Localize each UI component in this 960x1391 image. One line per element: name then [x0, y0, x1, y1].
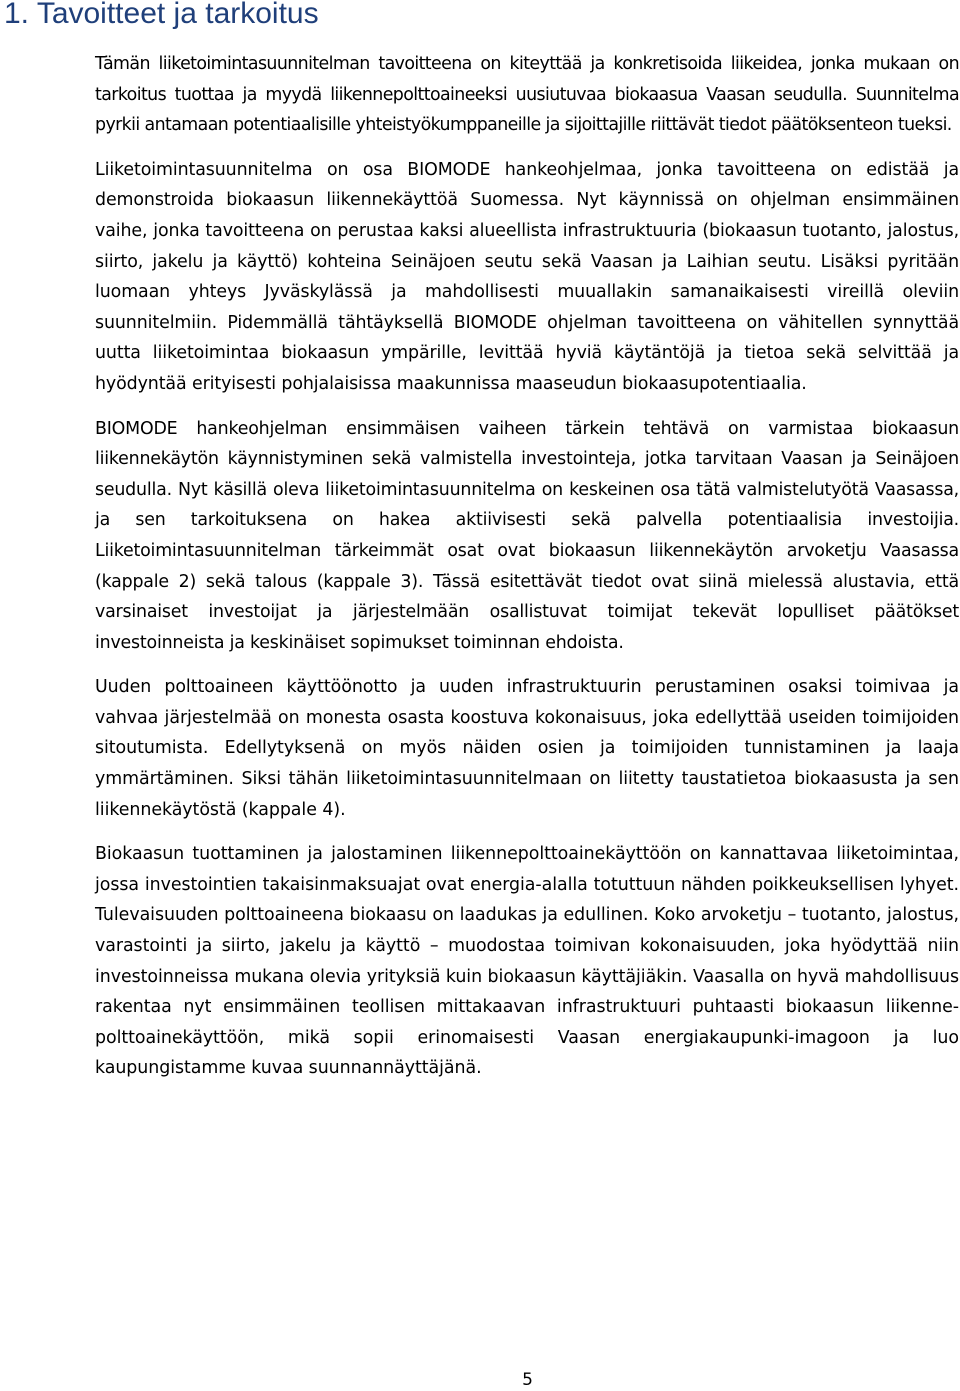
section-heading: 1. Tavoitteet ja tarkoitus	[4, 0, 319, 30]
section-body	[95, 49, 959, 1098]
page-number: 5	[522, 1370, 533, 1390]
paragraph-purpose: Tämän liiketoimintasuunnitelman tavoitteena on kiteyttää ja konkretisoida liikeidea, jonka mukaan on tarkoitus tuottaa ja myydä liikennepolttoaineeksi uusiutuvaa biokaasua Vaasan seudulla. Suunnitelma pyrkii antamaan potentiaalisille yhteistyökumppaneille ja sijoittajille riittävät tiedot päätöksenteon tueksi.	[95, 54, 959, 136]
paragraph-profitability: Biokaasun tuottaminen ja jalostaminen liikennepolttoainekäyttöön on kannattavaa liiketoimintaa, jossa investointien takaisinmaksuajat ovat energia-alalla totuttuun nähden poikkeuksellisen lyhyet. Tulevaisuuden polttoaineena biokaasu on laadukas ja edullinen. Koko arvoketju – tuotanto, jalostus, varastointi ja siirto, jakelu ja käyttö – muodostaa toimivan kokonaisuuden, joka hyödyttää niin investoinneissa mukana olevia yrityksiä kuin biokaasun käyttäjiäkin. Vaasalla on hyvä mahdollisuus rakentaa nyt ensimmäinen teollisen mittakaavan infrastruktuuri puhtaasti biokaasun liikennepolttoainekäyttöön, mikä sopii erinomaisesti Vaasan energiakaupunki-imagoon ja luo kaupungistamme kuvaa suunnannäyttäjänä.	[95, 844, 959, 1079]
paragraph-new-fuel: Uuden polttoaineen käyttöönotto ja uuden infrastruktuurin perustaminen osaksi toimivaa ja vahvaa järjestelmää on monesta osasta koostuva kokonaisuus, joka edellyttää useiden toimijoiden sitoutumista. Edellytyksenä on myös näiden osien ja toimijoiden tunnistaminen ja laaja ymmärtäminen. Siksi tähän liiketoimintasuunnitelmaan on liitetty taustatietoa biokaasusta ja sen liikennekäytöstä (kappale 4).	[95, 677, 959, 820]
paragraph-first-phase: BIOMODE hankeohjelman ensimmäisen vaiheen tärkein tehtävä on varmistaa biokaasun liikennekäytön käynnistyminen sekä valmistella investointeja, jotka tarvitaan Vaasan ja Seinäjoen seudulla. Nyt käsillä oleva liiketoimintasuunnitelma on keskeinen osa tätä valmistelutyötä Vaasassa, ja sen tarkoituksena on hakea aktiivisesti sekä palvella potentiaalisia investoijia. Liiketoimintasuunnitelman tärkeimmät osat ovat biokaasun liikennekäytön arvoketju Vaasassa (kappale 2) sekä talous (kappale 3). Tässä esitettävät tiedot ovat siinä mielessä alustavia, että varsinaiset investoijat ja järjestelmään osallistuvat toimijat tekevät lopulliset päätökset investoinneista ja keskinäiset sopimukset toiminnan ehdoista.	[95, 418, 959, 653]
paragraph-biomode-program: Liiketoimintasuunnitelma on osa BIOMODE hankeohjelmaa, jonka tavoitteena on edistää ja demonstroida biokaasun liikennekäyttöä Suomessa. Nyt käynnissä on ohjelman ensimmäinen vaihe, jonka tavoitteena on perustaa kaksi alueellista infrastruktuuria (biokaasun tuotanto, jalostus, siirto, jakelu ja käyttö) kohteina Seinäjoen seutu sekä Vaasan ja Laihian seutu. Lisäksi pyritään luomaan yhteys Jyväskylässä ja mahdollisesti muuallakin samanaikaisesti vireillä oleviin suunnitelmiin. Pidemmällä tähtäyksellä BIOMODE ohjelman tavoitteena on vähitellen synnyttää uutta liiketoimintaa biokaasun ympärille, levittää hyviä käytäntöjä ja tietoa sekä selvittää ja hyödyntää erityisesti pohjalaisissa maakunnissa maaseudun biokaasupotentiaalia.	[95, 159, 959, 394]
